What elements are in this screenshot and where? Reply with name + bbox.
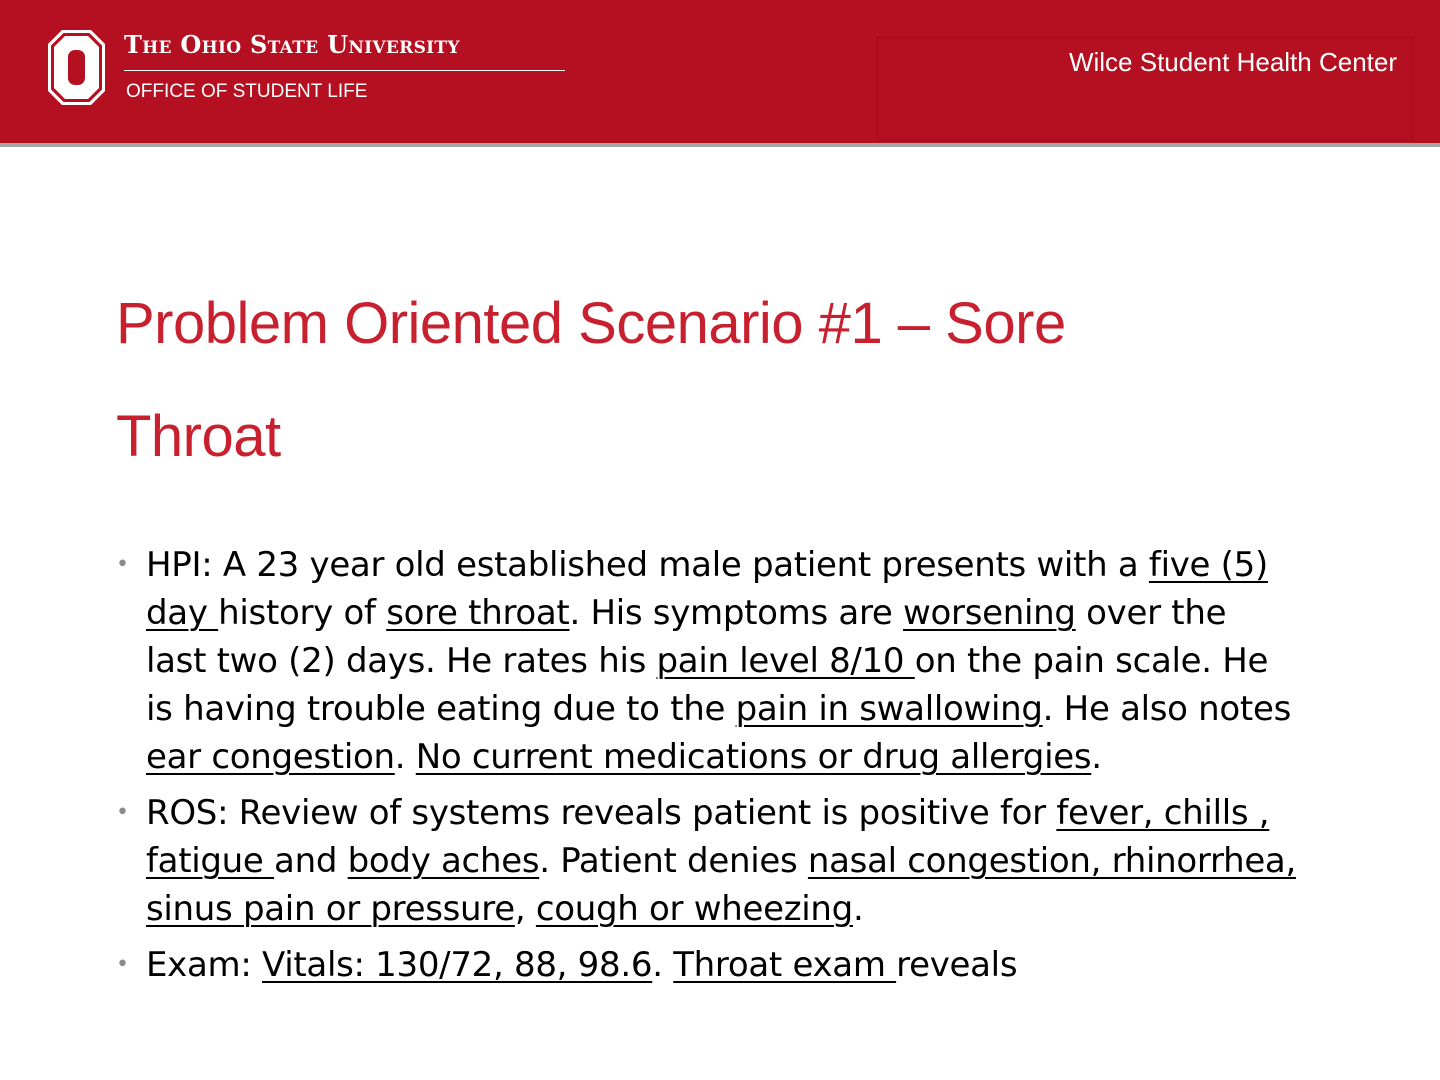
header-banner [0,0,1440,143]
bullet-text: HPI: A 23 year old established male patient presents with a [146,545,1149,585]
underlined-text: Throat exam [673,945,897,985]
bullet-icon: • [116,952,129,977]
bullet-text: ROS: Review of systems reveals patient is positive for [146,793,1057,833]
underlined-text: pain in swallowing [735,689,1043,729]
slide-title-line-1: Problem Oriented Scenario #1 – Sore [116,291,1066,356]
bullet-text: Exam: [146,945,263,985]
underlined-text: Vitals: 130/72, 88, 98.6 [262,945,653,985]
office-name: OFFICE OF STUDENT LIFE [126,81,368,102]
bullet-text: reveals [896,945,1018,985]
underlined-text: cough or wheezing [535,889,853,929]
bullet-icon: • [116,552,129,577]
underlined-text: No current medications or drug allergies [415,737,1092,777]
header-divider [124,70,565,71]
center-name: Wilce Student Health Center [1068,47,1397,77]
bullet-text: history of [218,593,387,633]
underlined-text: sore throat [386,593,570,633]
bullet-text: . [852,889,864,929]
center-name-box [877,37,1412,141]
university-name: The Ohio State University [124,30,460,59]
header-rule [0,143,1440,147]
underlined-text: ear congestion [146,737,395,777]
underlined-text: body aches [347,841,540,881]
bullet-text: . His symptoms are [569,593,904,633]
bullet-text: and [274,841,348,881]
slide-title [116,292,1296,521]
bullet-text: , [514,889,536,929]
underlined-text: pain level 8/10 [656,641,915,681]
bullet-item [116,941,1296,989]
underlined-text: nasal congestion, rhinorrhea, sinus pain or pressure [146,841,1296,929]
bullet-text: . [1091,737,1102,777]
bullet-text: over the last two (2) days. He rates his [146,593,1227,681]
underlined-text: worsening [903,593,1076,633]
bullet-text: on the pain scale. He is having trouble eating due to the [146,641,1269,729]
slide-title-line-2: Throat [116,404,281,469]
bullet-item [116,789,1296,933]
bullet-list [116,541,1296,997]
bullet-icon: • [116,800,129,825]
block-o-logo-icon [48,30,105,105]
underlined-text: five (5) day [146,545,1268,633]
bullet-item [116,541,1296,781]
bullet-text: . Patient denies [539,841,808,881]
bullet-text: . He also notes [1042,689,1291,729]
bullet-text: . [652,945,674,985]
underlined-text: fever, chills , fatigue [146,793,1270,881]
bullet-text: . [394,737,416,777]
